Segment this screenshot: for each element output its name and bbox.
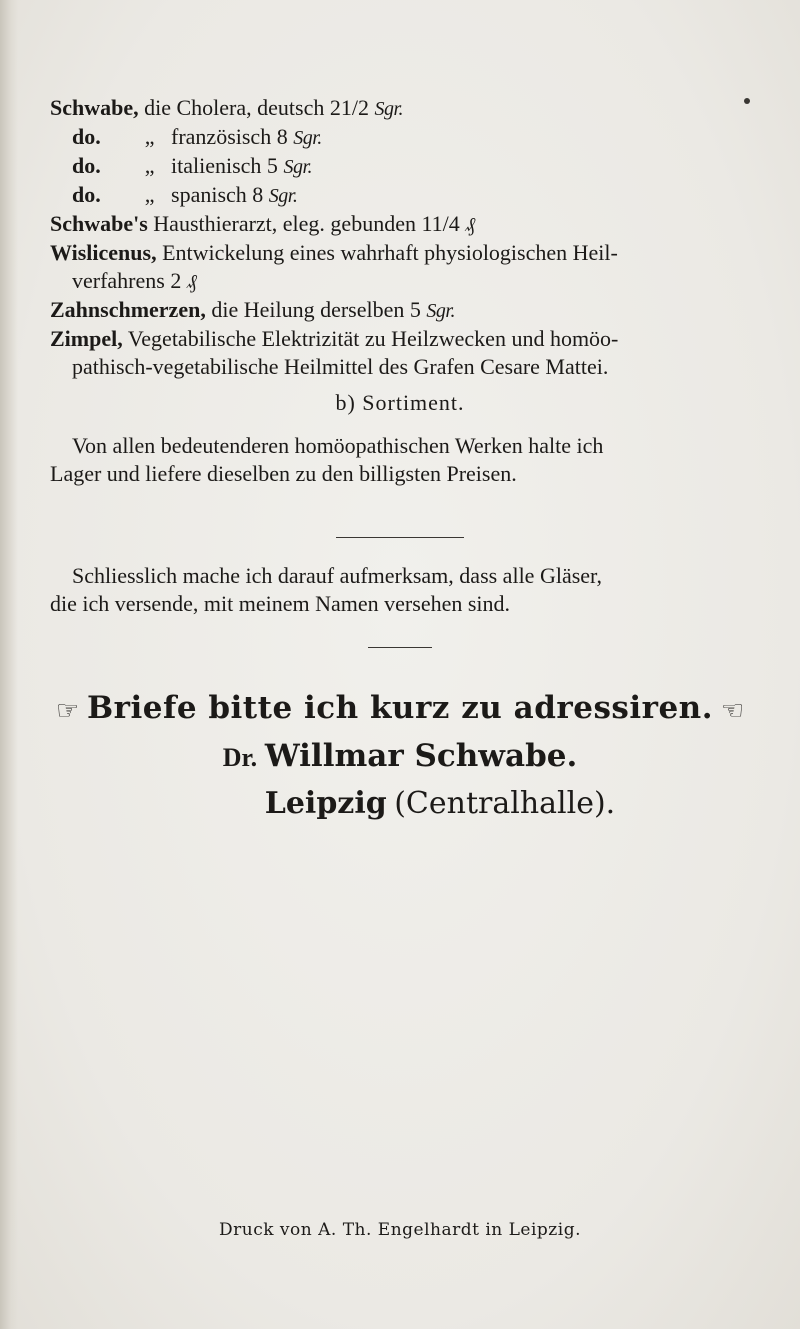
list-item-continuation: pathisch-vegetabilische Heilmittel des Grafen Cesare Mattei. <box>72 354 609 379</box>
page-spine-shadow <box>0 0 18 1329</box>
list-item: Schwabe, die Cholera, deutsch 21/2 Sgr. <box>50 95 404 120</box>
paragraph-notice: Schliesslich mache ich darauf aufmerksam, dass alle Gläser, die ich versende, mit meinem Namen versehen sind. <box>50 563 602 616</box>
list-item: Wislicenus, Entwickelung eines wahrhaft physiologischen Heil- <box>50 240 618 265</box>
list-item: do. „ italienisch 5 Sgr. <box>72 153 313 178</box>
list-item: do. „ spanisch 8 Sgr. <box>72 182 298 207</box>
list-item: Schwabe's Hausthierarzt, eleg. gebunden 11/4 ₰ <box>50 211 475 236</box>
divider-rule <box>336 537 464 538</box>
divider-rule-short <box>368 647 432 648</box>
list-item: Zimpel, Vegetabilische Elektrizität zu Heilzwecken und homöo- <box>50 326 619 351</box>
list-item: Zahnschmerzen, die Heilung derselben 5 Sgr. <box>50 297 455 322</box>
pointing-hand-left-icon: ☜ <box>720 695 745 726</box>
list-item-continuation: verfahrens 2 ₰ <box>72 268 197 293</box>
sender-name: Dr. Willmar Schwabe. <box>222 738 578 774</box>
book-listing <box>50 94 750 381</box>
section-heading: b) Sortiment. <box>335 390 465 415</box>
printer-imprint: Druck von A. Th. Engelhardt in Leipzig. <box>218 1220 581 1240</box>
pointing-hand-right-icon: ☞ <box>55 695 80 726</box>
list-item: do. „ französisch 8 Sgr. <box>72 124 322 149</box>
paragraph-stock: Von allen bedeutenderen homöopathischen Werken halte ich Lager und liefere dieselben zu den billigsten Preisen. <box>50 433 604 486</box>
address-notice: ☞ Briefe bitte ich kurz zu adressiren. ☜ <box>55 690 745 726</box>
sender-address: Leipzig (Centralhalle). <box>264 786 616 821</box>
